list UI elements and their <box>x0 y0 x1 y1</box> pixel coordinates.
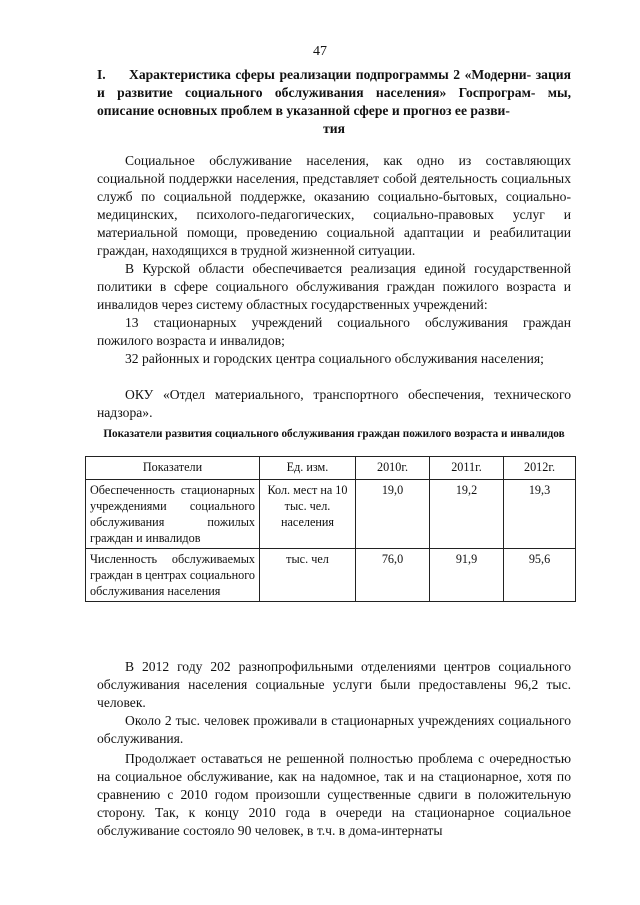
paragraph-2012-services: В 2012 году 202 разнопрофильными отделениями центров социального обслуживания населения социальные услуги были предоставлены 96,2 тыс. человек. <box>97 659 571 710</box>
heading-line-1: Характеристика сферы реализации подпрограммы 2 «Модерни- <box>129 67 532 82</box>
cell-indicator: Обеспеченность стационарных учреждениями социального обслуживания пожилых граждан и инвалидов <box>86 480 260 549</box>
page-number: 47 <box>313 44 327 59</box>
header-unit: Ед. изм. <box>260 457 356 480</box>
heading-line-2: зация и развитие социального обслуживания населения» Госпрограм- <box>97 67 571 100</box>
paragraph-service-centers: 32 районных и городских центра социального обслуживания населения; <box>125 351 544 366</box>
section-heading <box>97 66 571 138</box>
paragraph-queue-problem: Продолжает оставаться не решенной полностью проблема с очередностью на социальное обслуживание, как на надомное, так и на стационарное, хотя по сравнению с 2010 годом произошли существенные сдвиги в положительную сторону. Так, к концу 2010 года в очереди на стационарное социальное обслуживание состояло 90 человек, в т.ч. в дома-интернаты <box>97 751 571 838</box>
paragraph-kursk-policy: В Курской области обеспечивается реализация единой государственной политики в сфере социального обслуживания граждан пожилого возраста и инвалидов через систему областных государственных учреждений: <box>97 261 571 312</box>
header-2012: 2012г. <box>504 457 576 480</box>
header-indicator: Показатели <box>86 457 260 480</box>
header-2010: 2010г. <box>356 457 430 480</box>
heading-line-3: мы, описание основных проблем в указанной сфере и прогноз ее разви- <box>97 85 571 118</box>
cell-2012: 95,6 <box>504 549 576 602</box>
heading-line-4: тия <box>323 121 345 136</box>
cell-2010: 76,0 <box>356 549 430 602</box>
indicators-table <box>85 456 576 602</box>
paragraph-oku-department: ОКУ «Отдел материального, транспортного обеспечения, технического надзора». <box>97 387 571 420</box>
cell-indicator: Численность обслуживаемых граждан в центрах социального обслуживания населения <box>86 549 260 602</box>
cell-unit: Кол. мест на 10 тыс. чел. населения <box>260 480 356 549</box>
section-number: I. <box>97 67 106 82</box>
paragraph-social-service-definition: Социальное обслуживание населения, как одно из составляющих социальной поддержки населения, представляет собой деятельность социальных служб по социальной поддержке, оказанию социально-бытовых, социально-медицинских, психолого-педагогических, социально-правовых услуг и материальной помощи, проведению социальной адаптации и реабилитации граждан, находящихся в трудной жизненной ситуации. <box>97 153 571 258</box>
table-row <box>86 549 576 602</box>
cell-2010: 19,0 <box>356 480 430 549</box>
table-caption: Показатели развития социального обслуживания граждан пожилого возраста и инвалидов <box>103 428 565 440</box>
cell-unit: тыс. чел <box>260 549 356 602</box>
cell-2012: 19,3 <box>504 480 576 549</box>
paragraph-residents: Около 2 тыс. человек проживали в стационарных учреждениях социального обслуживания. <box>97 713 571 746</box>
paragraph-stationary-institutions: 13 стационарных учреждений социального обслуживания граждан пожилого возраста и инвалидов; <box>97 315 571 348</box>
table-header-row <box>86 457 576 480</box>
table-row <box>86 480 576 549</box>
header-2011: 2011г. <box>430 457 504 480</box>
cell-2011: 91,9 <box>430 549 504 602</box>
cell-2011: 19,2 <box>430 480 504 549</box>
